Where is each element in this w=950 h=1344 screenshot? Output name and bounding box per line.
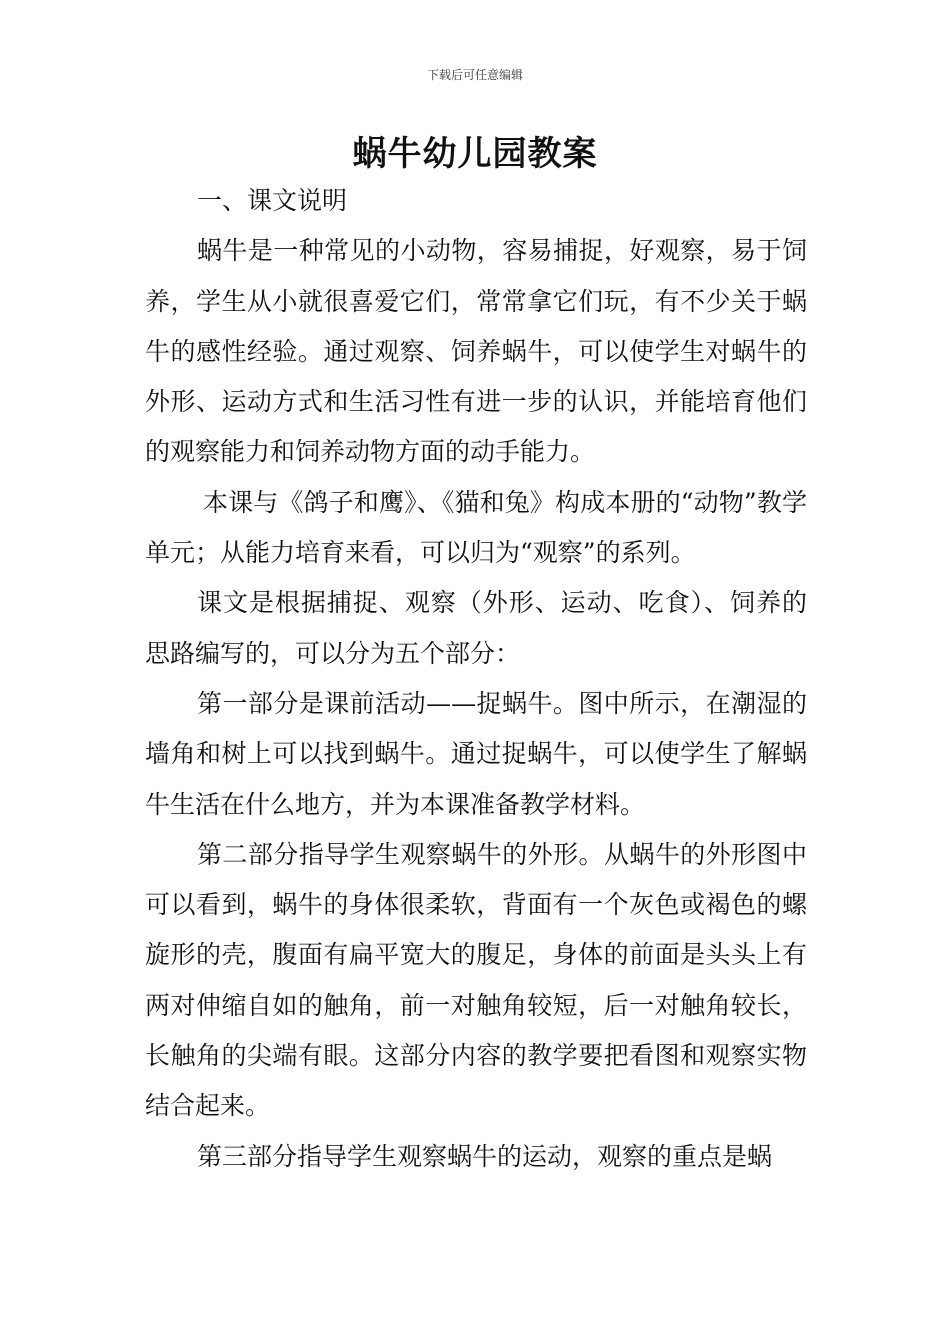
page-header-note: 下载后可任意编辑 xyxy=(426,68,523,82)
document-body xyxy=(145,176,807,1182)
document-title: 蜗牛幼儿园教案 xyxy=(352,134,598,174)
paragraph-part-three: 第三部分指导学生观察蜗牛的运动，观察的重点是蜗 xyxy=(197,1141,773,1171)
paragraph-intro: 蜗牛是一种常见的小动物，容易捕捉，好观察，易于饲养，学生从小就很喜爱它们，常常拿它们玩，有不少关于蜗牛的感性经验。通过观察、饲养蜗牛，可以使学生对蜗牛的外形、运动方式和生活习性有进一步的认识，并能培育他们的观察能力和饲养动物方面的动手能力。 xyxy=(145,236,807,467)
section-heading: 一、课文说明 xyxy=(197,186,348,215)
paragraph-unit: 本课与《鸽子和鹰》、《猫和兔》构成本册的“动物”教学单元；从能力培育来看，可以归为“观察”的系列。 xyxy=(145,487,807,568)
paragraph-part-one: 第一部分是课前活动——捉蜗牛。图中所示，在潮湿的墙角和树上可以找到蜗牛。通过捉蜗牛，可以使学生了解蜗牛生活在什么地方，并为本课准备教学材料。 xyxy=(145,688,807,819)
paragraph-part-two: 第二部分指导学生观察蜗牛的外形。从蜗牛的外形图中可以看到，蜗牛的身体很柔软，背面有一个灰色或褐色的螺旋形的壳，腹面有扁平宽大的腹足，身体的前面是头头上有两对伸缩自如的触角，前一对触角较短，后一对触角较长，长触角的尖端有眼。这部分内容的教学要把看图和观察实物结合起来。 xyxy=(145,839,807,1121)
paragraph-structure: 课文是根据捕捉、观察（外形、运动、吃食）、饲养的思路编写的，可以分为五个部分： xyxy=(145,588,807,668)
